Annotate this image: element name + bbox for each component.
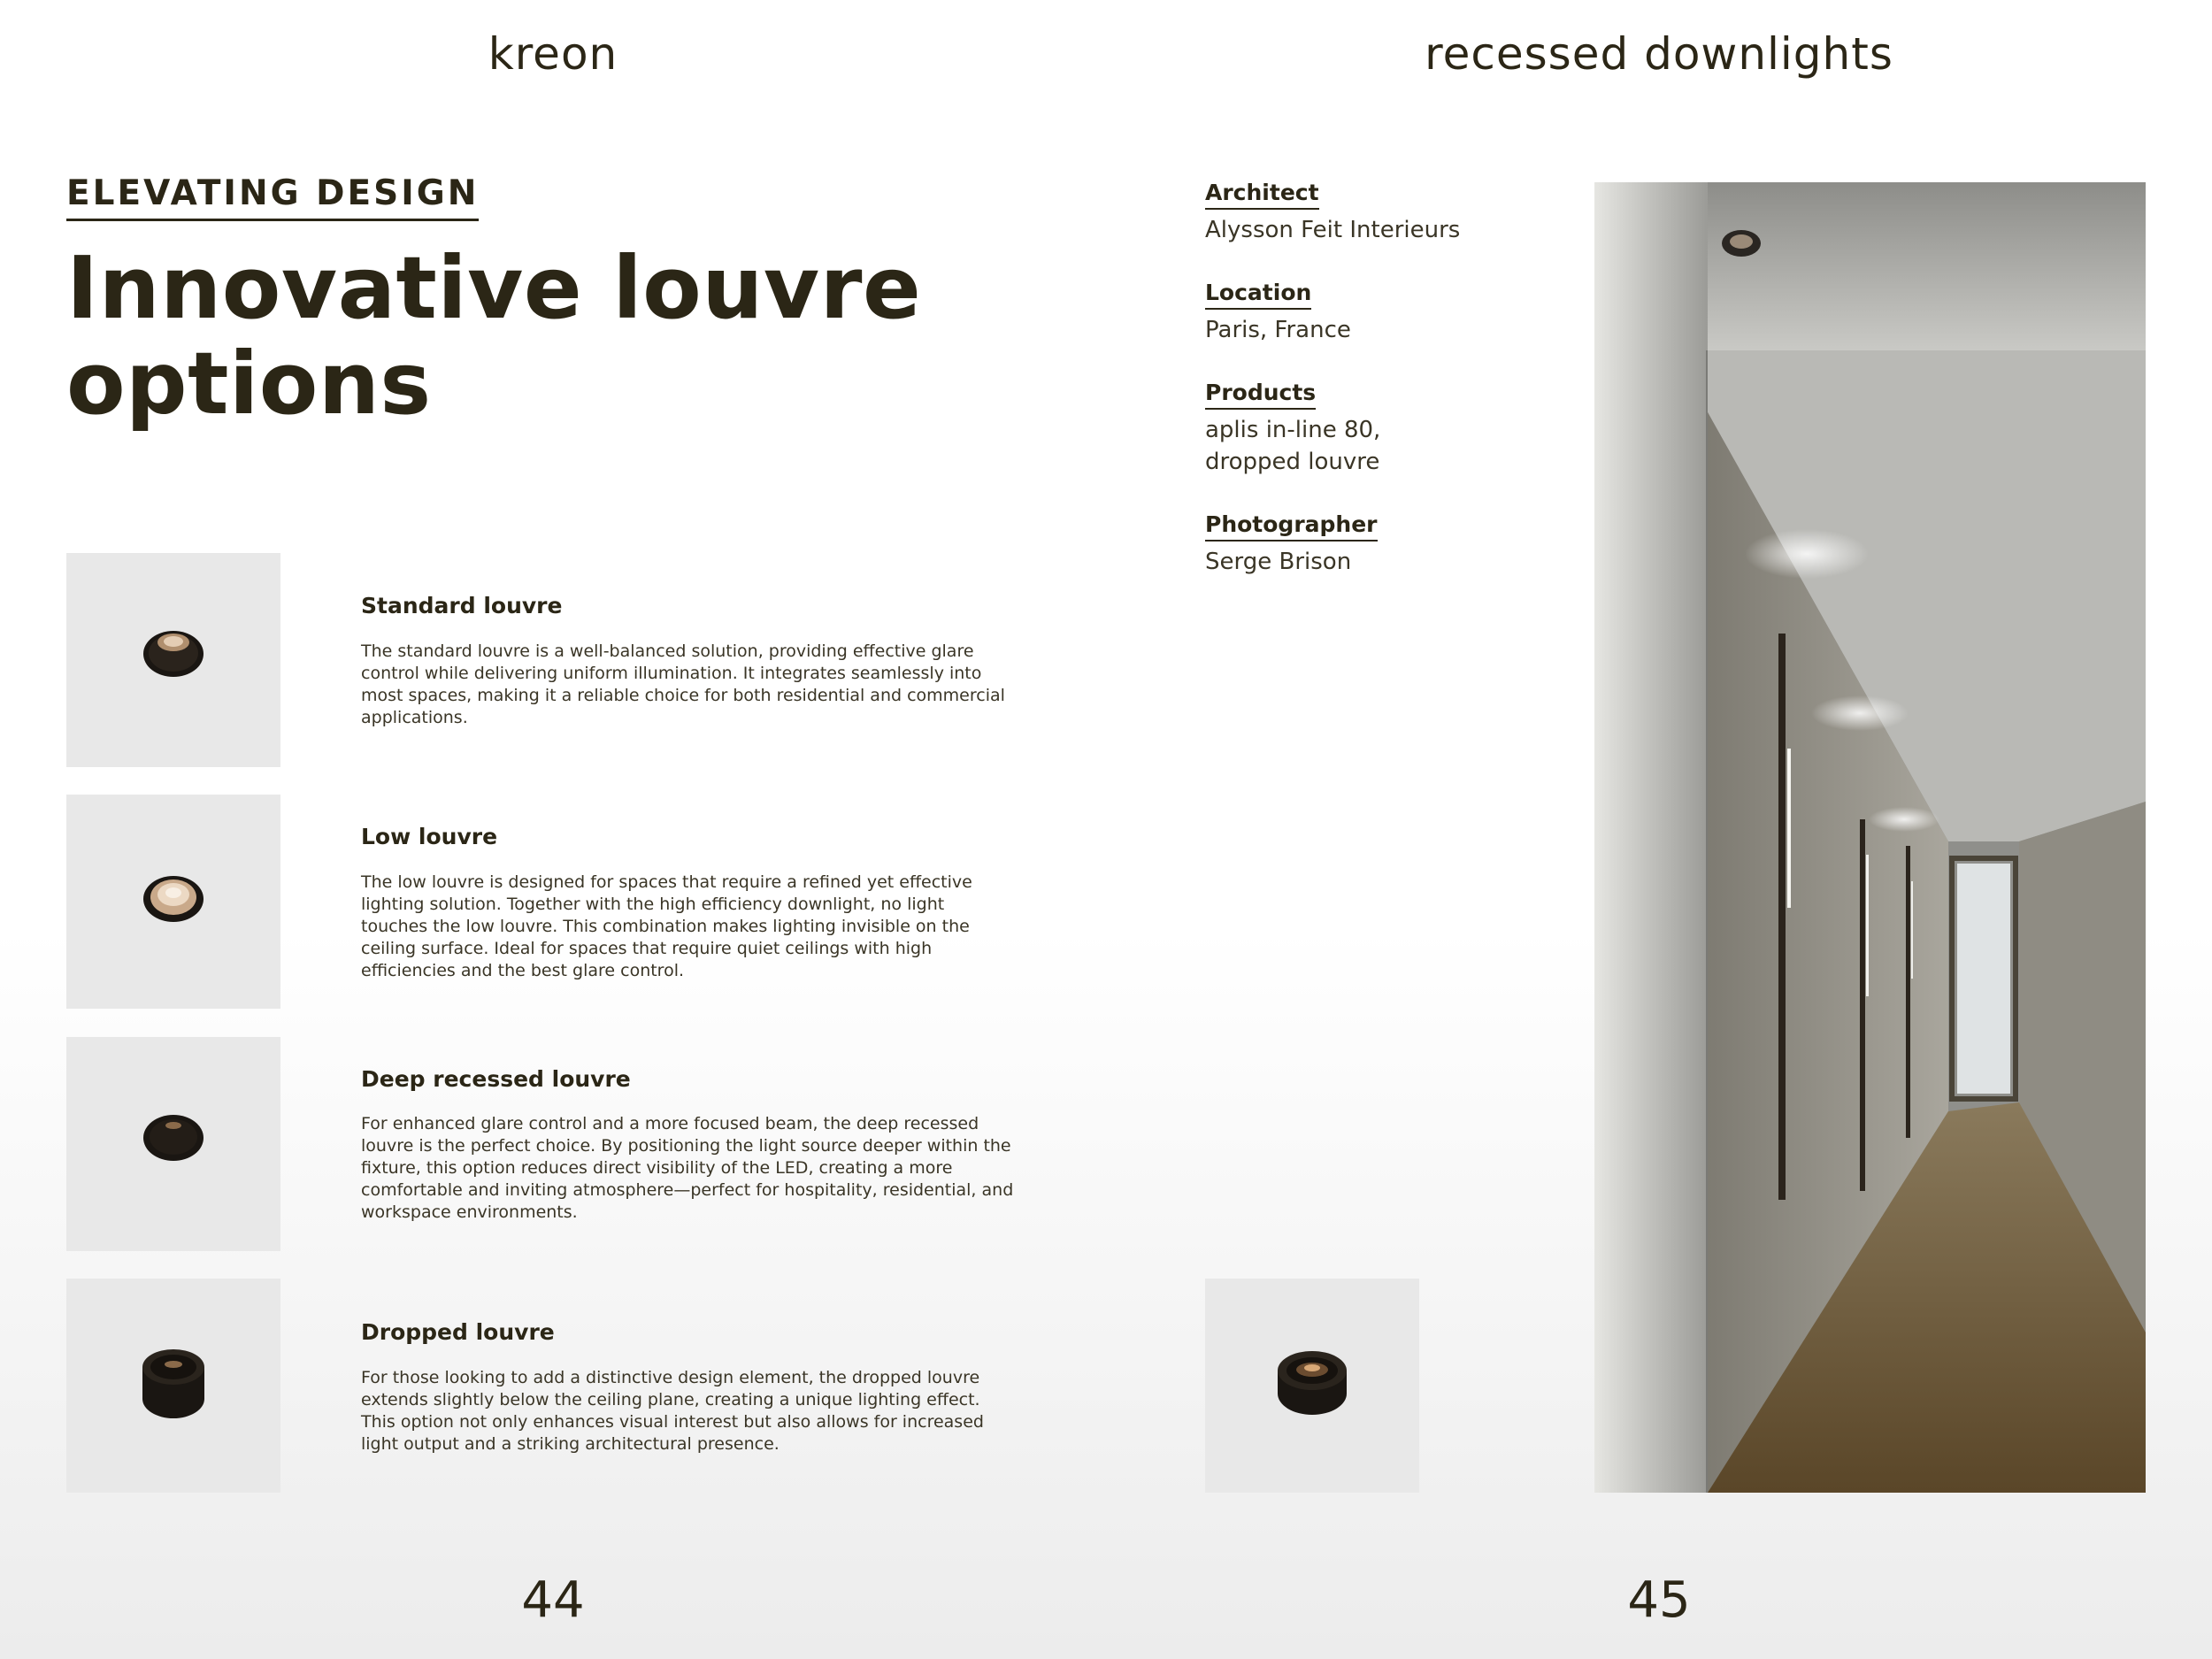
meta-value-photographer: Serge Brison [1205, 549, 1352, 575]
item-title-deep-recessed-louvre: Deep recessed louvre [361, 1066, 631, 1092]
brand-logo: kreon [488, 28, 618, 80]
low-louvre-icon [66, 795, 280, 1009]
item-title-low-louvre: Low louvre [361, 824, 498, 849]
meta-label-architect: Architect [1205, 180, 1319, 210]
meta-value-products: aplis in-line 80, dropped louvre [1205, 417, 1381, 475]
standard-louvre-icon [66, 553, 280, 767]
section-title: recessed downlights [1425, 28, 1893, 80]
meta-value-architect: Alysson Feit Interieurs [1205, 217, 1461, 243]
item-title-standard-louvre: Standard louvre [361, 593, 563, 618]
hallway-photo [1594, 182, 2146, 1493]
page-number-right: 45 [1627, 1571, 1691, 1629]
kicker: ELEVATING DESIGN [66, 173, 479, 221]
page-number-left: 44 [521, 1571, 585, 1629]
thumbnail-dropped-louvre-featured [1205, 1279, 1419, 1493]
item-description-standard-louvre: The standard louvre is a well-balanced solution, providing effective glare control while delivering uniform illumination. It integrates seamlessly into most spaces, making it a reliable choice for both residential and commercial applications. [361, 641, 1005, 727]
item-title-dropped-louvre: Dropped louvre [361, 1319, 555, 1345]
deep-recessed-louvre-icon [66, 1037, 280, 1251]
page-title: Innovative louvre options [66, 238, 922, 434]
thumbnail-low-louvre [66, 795, 280, 1009]
meta-label-products: Products [1205, 380, 1316, 410]
item-description-low-louvre: The low louvre is designed for spaces that require a refined yet effective lighting solution. Together with the high efficiency downlight, no light touches the low louvre. This combination makes lighting invisible on the ceiling surface. Ideal for spaces that require quiet ceilings with high efficiencies and the best glare control. [361, 872, 972, 980]
item-description-dropped-louvre: For those looking to add a distinctive design element, the dropped louvre extends slightly below the ceiling plane, creating a unique lighting effect. This option not only enhances visual interest but also allows for increased light output and a striking architectural presence. [361, 1368, 984, 1454]
meta-label-location: Location [1205, 280, 1311, 310]
meta-label-photographer: Photographer [1205, 511, 1378, 541]
meta-value-location: Paris, France [1205, 317, 1351, 343]
dropped-louvre-icon [66, 1279, 280, 1493]
thumbnail-dropped-louvre [66, 1279, 280, 1493]
dropped-louvre-icon [1205, 1279, 1419, 1493]
thumbnail-standard-louvre [66, 553, 280, 767]
item-description-deep-recessed-louvre: For enhanced glare control and a more focused beam, the deep recessed louvre is the perfect choice. By positioning the light source deeper within the fixture, this option reduces direct visibility of the LED, creating a more comfortable and inviting atmosphere—perfect for hospitality, residential, and workspace environments. [361, 1114, 1014, 1222]
thumbnail-deep-recessed-louvre [66, 1037, 280, 1251]
